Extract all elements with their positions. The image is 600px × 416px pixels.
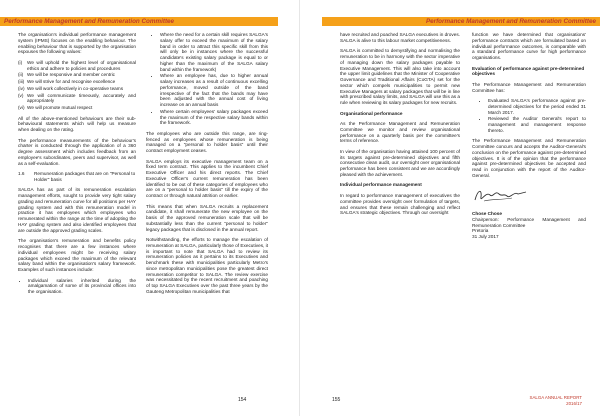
list-item (18, 79, 136, 85)
left-page-column-1 (18, 32, 136, 300)
list-item: • Where an employee has, due to higher annual salary increases as a result of continuous excelling performance, moved outside of the band irrespective of the fact that the bands may have been adjusted with the annual cost of living increase on an annual basis (160, 73, 268, 108)
list-item: • Where certain employees' salary packages exceed the maximum of the respective salary bands within the framework. (160, 109, 268, 126)
list-text: We will uphold the highest level of organisational ethics and adhere to policies and procedures (27, 59, 136, 71)
page-header-bar (0, 17, 278, 26)
values-list (18, 60, 136, 111)
section-heading: Organisational performance (340, 110, 403, 116)
section-number: 1.6 (18, 171, 25, 177)
list-item: • Individual salaries inherited during the amalgamation of some of its provincial offices into the organisation. (28, 278, 136, 295)
signer-date: 31 July 2017 (472, 234, 499, 240)
paragraph: Notwithstanding, the efforts to manage the escalation of remuneration at SALGA, particularly those of Executives, it is important to note that SALGA had to review its remuneration policies as it pertains to its Executives and benchmark these with municipalities particularly Metro's since metropolitan municipalities pose the greatest direct remuneration competitor to SALGA. The review exercise was necessitated by the recent recruitment and poaching of top SALGA Executives over the past three years by the Gauteng Metropolitan municipalities that (146, 237, 268, 294)
paragraph: have recruited and poached SALGA executives in droves. SALGA is alive to this labour market competitiveness. (340, 32, 460, 43)
list-label: (ii) (18, 72, 24, 78)
list-text: We will be responsive and member centric (27, 72, 115, 78)
list-text: We will strive for and recognise excellence (27, 79, 116, 85)
list-text: We will promote mutual respect (27, 105, 93, 111)
paragraph: The employees who are outside this range, are ring-fenced as employees whose remuneration is being managed on a "personal to holder basis" until their contract employment ceases. (146, 130, 268, 154)
list-label: (vi) (18, 105, 25, 111)
list-item (18, 93, 136, 105)
paragraph: This means that when SALGA recruits a replacement candidate, it shall remunerate the new employee on the basis of the approved remuneration scale that will be substantially less than the current "personal to holder" legacy packages that is disclosed in the annual report. (146, 203, 268, 232)
page-header-bar (322, 17, 600, 26)
list-text: We will work collectively in co-operative teams (27, 85, 124, 91)
right-page-column-1 (340, 32, 460, 221)
right-page (300, 0, 600, 416)
left-page-column-2 (146, 32, 268, 299)
paragraph: function we have determined that organisations' performance contracts which are formulated based on individual performance outcomes, is comparable with a standard performance curve for high performance organisations. (472, 32, 586, 60)
paragraph: In regard to performance management of executives the committee provides oversight over formulation of targets, and ensures that these remain challenging and reflect SALGA's strategic objectives. Through our oversight (340, 193, 460, 216)
signer-city: Pretoria (472, 228, 489, 234)
section-title: Remuneration packages that are on "Personal to Holder" basis (34, 171, 136, 182)
paragraph: The organisation's remuneration and benefits policy recognises that there are a few instances where individual employees might be receiving salary packages which exceed the maximum of the relevant salary band within the organisation's salary framework. Examples of such instances include: (18, 238, 136, 273)
list-item (18, 86, 136, 92)
report-footer (530, 395, 582, 406)
list-label: (iii) (18, 79, 25, 85)
right-page-column-2 (472, 32, 586, 240)
list-item (18, 105, 136, 111)
paragraph: SALGA has as part of its remuneration escalation management efforts, sought to provide very tight salary grading and remuneration curve for all positions per HAY grading system and with this remuneration model in practice it has employees which employees who remunerated within the range at the time of adopting the HAY grading system and also identified employees that are outside the approved grading scales. (18, 187, 136, 233)
paragraph: The performance measurements of the behaviour's charter is conducted through the application of a 360 degree assessment which includes feedback from an employee's subordinates, peers and supervisor, as well as a self-evaluation. (18, 137, 136, 166)
values-intro: The organisation's individual performance management system (IPMS) focuses on the enabling behaviour. The enabling behaviour that is supported by the organisation espouses the following values: (18, 32, 136, 55)
paragraph: As the Performance Management and Remuneration Committee we monitor and review organisational performance on a quarterly basis per the committee's terms of reference. (340, 121, 460, 144)
page-number: 154 (238, 397, 247, 403)
section-heading: Evaluation of performance against pre-determined objectives (472, 65, 585, 77)
signer-title: Chairperson: Performance Management and Remuneration Committee (472, 216, 586, 228)
report-name: SALGA ANNUAL REPORT (529, 395, 582, 401)
paragraph: SALGA employs its executive management team on a fixed term contract. This applies to the incumbent Chief Executive Officer and his direct reports. The Chief Executive Officer's current remuneration has been identified to be out of these categories of employees who are on a "personal to holder basis" till the expiry of the contract or through natural attrition or earlier. (146, 158, 268, 199)
list-item (18, 60, 136, 72)
paragraph: The Performance Management and Remuneration Committee concurs and accepts the Auditor-General's conclusion on the performance against pre-determined objectives. It is of the opinion that the performance against pre-determined objectives be accepted and read in conjunction with the report of the Auditor-General. (472, 138, 586, 178)
paragraph: SALGA is committed to demystifying and normalising the remuneration to be in harmony with the sector imperative of managing down the salary packages payable to Executive Management. This will also take into account the upper limit guidelines that the Minister of Cooperative Governance and Traditional Affairs (CoGTA) set for the sector which compels municipalities to permit new Executive Managers at salary packages that will be in line with prescribed salary limits, and SALGA will use this as a rule when reviewing its salary packages for new recruits. (340, 48, 460, 106)
section-heading (18, 171, 136, 183)
instances-list (18, 278, 136, 295)
instances-list-continued (146, 32, 268, 126)
list-label: (iv) (18, 85, 25, 91)
evaluation-list (472, 98, 586, 134)
paragraph: In view of the organisation having attained 100 percent of its targets against pre-determined objectives and fifth consecutive clean audit, our oversight over organisational performance has been consistent and we are accordingly pleased with the achievement. (340, 148, 460, 177)
signature-image (472, 185, 532, 207)
list-item: • Evaluated SALGA's performance against pre-determined objectives for the period ended 31 March 2017. (488, 98, 586, 115)
page-number: 155 (332, 397, 341, 403)
paragraph: All of the above-mentioned behaviours are their sub-behavioural statements which will help us measure when dealing on the rating. (18, 115, 136, 133)
page-header-title: Performance Management and Remuneration Committee (425, 18, 596, 25)
section-heading: Individual performance management (340, 182, 422, 188)
list-item: • Where the need for a certain skill requires SALGA's salary offer to exceed the maximum of the salary band in order to attract this specific skill from this will only be in instances where the successful candidate's existing salary package is equal to or higher than the maximum of the SALGA salary band within the framework) (160, 32, 268, 72)
report-year: 2016/17 (566, 400, 582, 406)
signer-name: Chose Chose (472, 211, 502, 217)
list-text: We will communicate timeously, accurately and appropriately (27, 92, 136, 104)
paragraph: The Performance Management and Remuneration Committee has: (472, 81, 586, 93)
list-label: (i) (18, 59, 23, 65)
list-label: (v) (18, 92, 24, 98)
list-item (18, 72, 136, 78)
list-item: • Reviewed the Auditor General's report to management and management response thereto. (488, 116, 586, 133)
page-header-title: Performance Management and Remuneration Committee (4, 18, 175, 25)
